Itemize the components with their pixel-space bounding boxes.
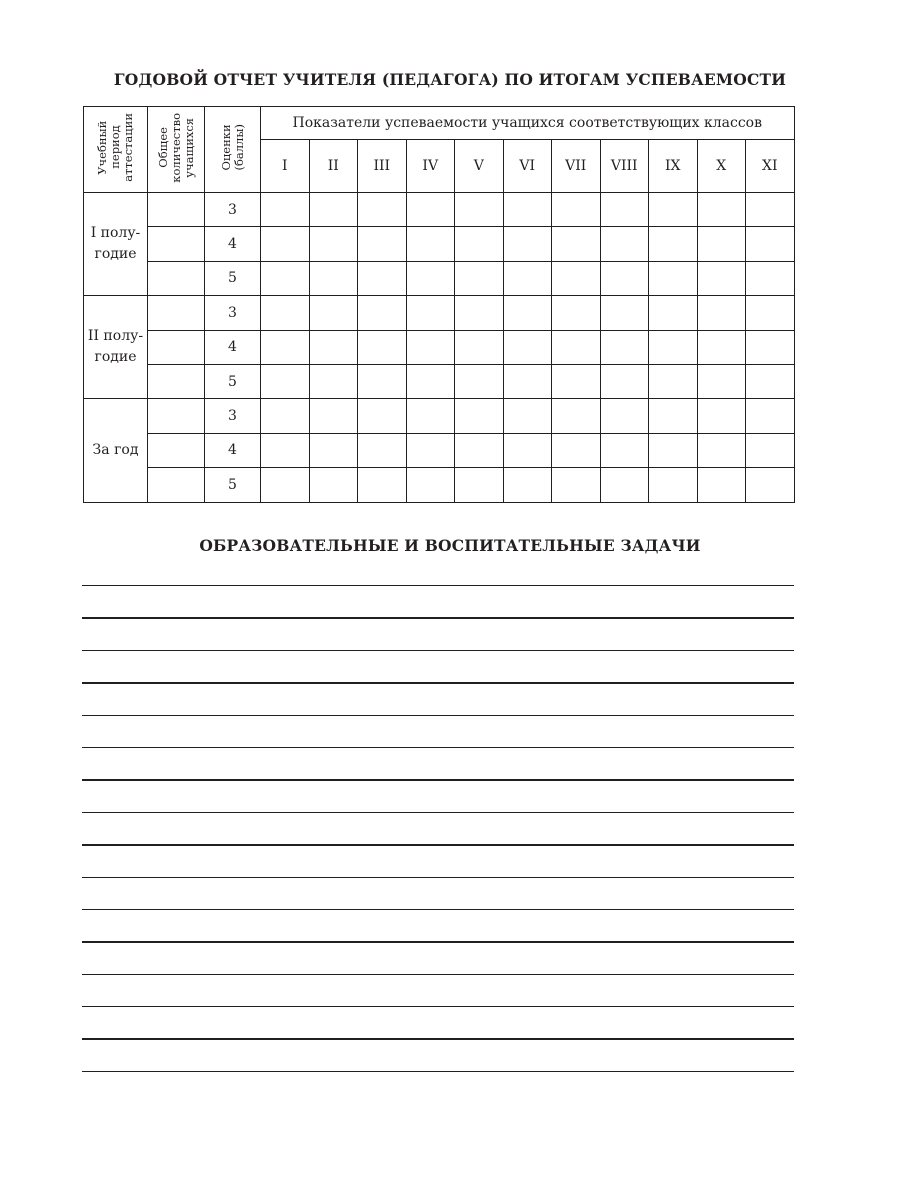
total-students-cell[interactable] (148, 261, 205, 295)
class-value-cell[interactable] (600, 433, 649, 467)
writing-line (82, 1006, 794, 1007)
class-value-cell[interactable] (309, 433, 358, 467)
class-value-cell[interactable] (406, 193, 455, 227)
class-value-cell[interactable] (261, 433, 310, 467)
grade-label: 3 (205, 296, 261, 330)
class-value-cell[interactable] (358, 468, 407, 502)
tasks-title: ОБРАЗОВАТЕЛЬНЫЕ И ВОСПИТАТЕЛЬНЫЕ ЗАДАЧИ (199, 536, 701, 555)
class-value-cell[interactable] (746, 399, 795, 433)
class-value-cell[interactable] (552, 193, 601, 227)
performance-table (83, 106, 795, 503)
class-value-cell[interactable] (649, 193, 698, 227)
total-students-cell[interactable] (148, 364, 205, 398)
class-value-cell[interactable] (358, 227, 407, 261)
class-value-cell[interactable] (649, 227, 698, 261)
class-value-cell[interactable] (697, 468, 746, 502)
class-header: XI (746, 140, 795, 193)
class-value-cell[interactable] (600, 364, 649, 398)
class-value-cell[interactable] (552, 399, 601, 433)
writing-line (82, 974, 794, 975)
class-header: VIII (600, 140, 649, 193)
total-students-cell[interactable] (148, 296, 205, 330)
class-header: VI (503, 140, 552, 193)
writing-line (82, 844, 794, 845)
class-value-cell[interactable] (697, 193, 746, 227)
class-value-cell[interactable] (600, 296, 649, 330)
class-value-cell[interactable] (746, 433, 795, 467)
class-value-cell[interactable] (503, 227, 552, 261)
class-value-cell[interactable] (261, 296, 310, 330)
class-value-cell[interactable] (455, 296, 504, 330)
class-value-cell[interactable] (649, 433, 698, 467)
class-value-cell[interactable] (552, 296, 601, 330)
class-value-cell[interactable] (309, 330, 358, 364)
class-value-cell[interactable] (697, 433, 746, 467)
class-value-cell[interactable] (600, 468, 649, 502)
class-value-cell[interactable] (261, 193, 310, 227)
class-header: X (697, 140, 746, 193)
writing-line (82, 715, 794, 716)
class-value-cell[interactable] (746, 364, 795, 398)
table-row (84, 364, 795, 398)
writing-line (82, 1071, 794, 1072)
class-value-cell[interactable] (697, 296, 746, 330)
grade-label: 5 (205, 468, 261, 502)
class-header: III (358, 140, 407, 193)
class-value-cell[interactable] (746, 330, 795, 364)
class-value-cell[interactable] (455, 433, 504, 467)
class-header: VII (552, 140, 601, 193)
grade-label: 3 (205, 193, 261, 227)
class-value-cell[interactable] (455, 364, 504, 398)
grade-label: 3 (205, 399, 261, 433)
class-value-cell[interactable] (309, 261, 358, 295)
class-value-cell[interactable] (261, 364, 310, 398)
class-value-cell[interactable] (503, 364, 552, 398)
table-row (84, 227, 795, 261)
class-value-cell[interactable] (406, 468, 455, 502)
header-performance-group: Показатели успеваемости учащихся соответствующих классов (261, 107, 795, 140)
class-value-cell[interactable] (649, 330, 698, 364)
class-value-cell[interactable] (503, 261, 552, 295)
header-grades (205, 107, 261, 193)
class-value-cell[interactable] (309, 296, 358, 330)
class-value-cell[interactable] (649, 364, 698, 398)
class-header: I (261, 140, 310, 193)
class-value-cell[interactable] (309, 364, 358, 398)
class-value-cell[interactable] (600, 227, 649, 261)
class-header: IX (649, 140, 698, 193)
writing-line (82, 779, 794, 780)
class-value-cell[interactable] (358, 364, 407, 398)
table-row (84, 399, 795, 433)
grade-label: 4 (205, 330, 261, 364)
class-value-cell[interactable] (309, 193, 358, 227)
header-total-label: Общее количество учащихся (155, 112, 196, 183)
class-value-cell[interactable] (503, 468, 552, 502)
writing-line (82, 812, 794, 813)
table-row (84, 193, 795, 227)
class-value-cell[interactable] (649, 261, 698, 295)
total-students-cell[interactable] (148, 330, 205, 364)
class-value-cell[interactable] (503, 296, 552, 330)
class-value-cell[interactable] (406, 227, 455, 261)
writing-line (82, 650, 794, 651)
class-value-cell[interactable] (649, 296, 698, 330)
class-value-cell[interactable] (455, 399, 504, 433)
class-value-cell[interactable] (406, 433, 455, 467)
class-value-cell[interactable] (649, 468, 698, 502)
class-value-cell[interactable] (600, 261, 649, 295)
table-row (84, 330, 795, 364)
writing-line (82, 617, 794, 618)
grade-label: 5 (205, 261, 261, 295)
class-value-cell[interactable] (697, 364, 746, 398)
writing-line (82, 1038, 794, 1039)
header-period (84, 107, 148, 193)
grade-label: 5 (205, 364, 261, 398)
table-row (84, 261, 795, 295)
table-row (84, 296, 795, 330)
class-value-cell[interactable] (261, 330, 310, 364)
class-header: II (309, 140, 358, 193)
writing-line (82, 747, 794, 748)
header-grades-label: Оценки (баллы) (218, 124, 246, 171)
class-value-cell[interactable] (697, 399, 746, 433)
class-value-cell[interactable] (697, 330, 746, 364)
period-label: I полу- годие (84, 193, 148, 296)
class-value-cell[interactable] (309, 468, 358, 502)
total-students-cell[interactable] (148, 433, 205, 467)
writing-line (82, 909, 794, 910)
class-value-cell[interactable] (455, 330, 504, 364)
report-title: ГОДОВОЙ ОТЧЕТ УЧИТЕЛЯ (ПЕДАГОГА) ПО ИТОГАМ УСПЕВАЕМОСТИ (113, 70, 787, 89)
table-row (84, 433, 795, 467)
class-value-cell[interactable] (358, 433, 407, 467)
class-value-cell[interactable] (552, 261, 601, 295)
class-value-cell[interactable] (697, 227, 746, 261)
class-value-cell[interactable] (746, 227, 795, 261)
class-value-cell[interactable] (406, 364, 455, 398)
class-value-cell[interactable] (552, 330, 601, 364)
class-value-cell[interactable] (503, 433, 552, 467)
writing-line (82, 877, 794, 878)
class-value-cell[interactable] (552, 227, 601, 261)
class-value-cell[interactable] (552, 364, 601, 398)
class-value-cell[interactable] (309, 227, 358, 261)
grade-label: 4 (205, 227, 261, 261)
header-period-label: Учебный период аттестации (95, 113, 135, 182)
class-value-cell[interactable] (649, 399, 698, 433)
class-value-cell[interactable] (746, 296, 795, 330)
class-value-cell[interactable] (358, 330, 407, 364)
total-students-cell[interactable] (148, 227, 205, 261)
class-value-cell[interactable] (406, 330, 455, 364)
class-value-cell[interactable] (600, 330, 649, 364)
class-value-cell[interactable] (503, 399, 552, 433)
total-students-cell[interactable] (148, 193, 205, 227)
class-value-cell[interactable] (358, 261, 407, 295)
class-value-cell[interactable] (455, 468, 504, 502)
class-value-cell[interactable] (503, 193, 552, 227)
class-value-cell[interactable] (309, 399, 358, 433)
header-total-students (148, 107, 205, 193)
class-value-cell[interactable] (600, 399, 649, 433)
period-label: За год (84, 399, 148, 502)
total-students-cell[interactable] (148, 399, 205, 433)
class-value-cell[interactable] (552, 433, 601, 467)
class-value-cell[interactable] (455, 227, 504, 261)
class-value-cell[interactable] (261, 468, 310, 502)
writing-line (82, 682, 794, 683)
class-value-cell[interactable] (455, 193, 504, 227)
class-header: V (455, 140, 504, 193)
class-value-cell[interactable] (261, 261, 310, 295)
writing-lines (82, 585, 794, 1103)
class-value-cell[interactable] (503, 330, 552, 364)
writing-line (82, 585, 794, 586)
class-value-cell[interactable] (358, 296, 407, 330)
class-value-cell[interactable] (406, 261, 455, 295)
class-value-cell[interactable] (455, 261, 504, 295)
class-value-cell[interactable] (746, 193, 795, 227)
period-label: II полу- годие (84, 296, 148, 399)
class-value-cell[interactable] (358, 193, 407, 227)
class-value-cell[interactable] (552, 468, 601, 502)
grade-label: 4 (205, 433, 261, 467)
table-row (84, 468, 795, 502)
class-value-cell[interactable] (697, 261, 746, 295)
class-value-cell[interactable] (600, 193, 649, 227)
class-value-cell[interactable] (406, 399, 455, 433)
class-value-cell[interactable] (746, 261, 795, 295)
class-value-cell[interactable] (358, 399, 407, 433)
class-value-cell[interactable] (261, 399, 310, 433)
class-value-cell[interactable] (746, 468, 795, 502)
class-header: IV (406, 140, 455, 193)
class-value-cell[interactable] (261, 227, 310, 261)
class-value-cell[interactable] (406, 296, 455, 330)
total-students-cell[interactable] (148, 468, 205, 502)
writing-line (82, 941, 794, 942)
